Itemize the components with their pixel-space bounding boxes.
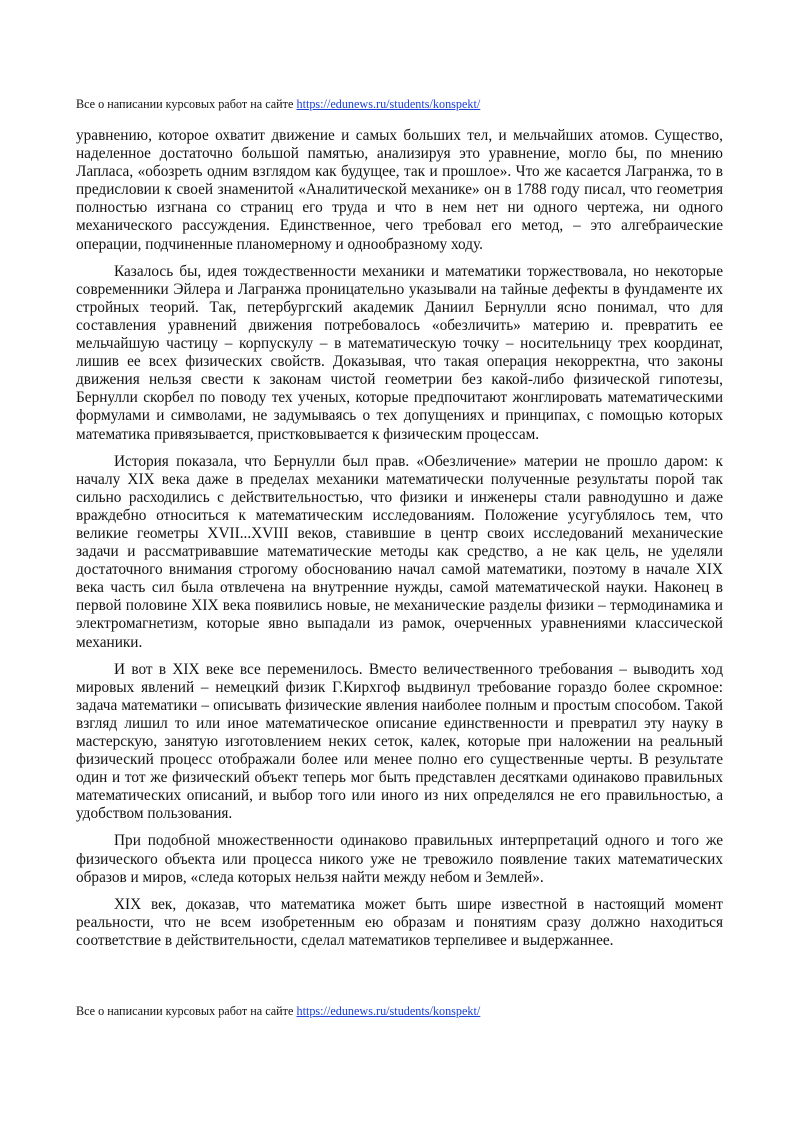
paragraph-4: И вот в XIX веке все переменилось. Вместо величественного требования – выводить ход мировых явлений – немецкий физик Г.Кирхгоф выдвинул требование гораздо более скромное: задача математики – описывать физические явления наиболее полным и простым способом. Такой взгляд лишил то или иное математическое описание единственности и превратил эту науку в мастерскую, занятую изготовлением неких сеток, калек, которые при наложении на реальный физический процесс отображали более или менее полно его существенные черты. В результате один и тот же физический объект теперь мог быть представлен десятками одинаково правильных математических описаний, и выбор того или иного из них определялся не его правильностью, а удобством пользования.: [76, 660, 723, 823]
paragraph-3: История показала, что Бернулли был прав. «Обезличение» материи не прошло даром: к началу XIX века даже в пределах механики математически полученные результаты порой так сильно расходились с действительностью, что физики и инженеры стали равнодушно и даже враждебно относиться к математическим исследованиям. Положение усугублялось тем, что великие геометры XVII...XVIII веков, ставившие в центр своих исследований механические задачи и рассматривавшие математические методы как средство, а не как цель, не уделяли достаточного внимания строгому обоснованию начал самой математики, поэтому в начале XIX века часть сил была отвлечена на внутренние нужды, самой математической науки. Наконец в первой половине XIX века появились новые, не механические разделы физики – термодинамика и электромагнетизм, которые явно выпадали из рамок, очерченных уравнениями классической механики.: [76, 452, 723, 651]
footer-link[interactable]: https://edunews.ru/students/konspekt/: [296, 1004, 481, 1018]
paragraph-6: XIX век, доказав, что математика может быть шире известной в настоящий момент реальности, что не всем изобретенным ею образам и понятиям сразу должно находиться соответствие в действительности, сделал математиков терпеливее и выдержаннее.: [76, 895, 723, 949]
footer-text: Все о написании курсовых работ на сайте: [76, 1004, 297, 1018]
header-text: Все о написании курсовых работ на сайте: [76, 97, 297, 111]
paragraph-5: При подобной множественности одинаково правильных интерпретаций одного и того же физического объекта или процесса никого уже не тревожило появление таких математических образов и миров, «следа которых нельзя найти между небом и Землей».: [76, 832, 723, 886]
paragraph-1: уравнению, которое охватит движение и самых больших тел, и мельчайших атомов. Существо, наделенное достаточно большой памятью, анализируя это уравнение, могло бы, по мнению Лапласа, «обозреть одним взглядом как будущее, так и прошлое». Что же касается Лагранжа, то в предисловии к своей знаменитой «Аналитической механике» он в 1788 году писал, что геометрия полностью изгнана со страниц его труда и что в нем нет ни одного чертежа, ни одного механического рассуждения. Единственное, чего требовал его метод, – это алгебраические операции, подчиненные планомерному и однообразному ходу.: [76, 127, 723, 253]
page-header: [76, 97, 726, 112]
header-link[interactable]: https://edunews.ru/students/konspekt/: [296, 97, 481, 111]
paragraph-2: Казалось бы, идея тождественности механики и математики торжествовала, но некоторые современники Эйлера и Лагранжа проницательно указывали на тайные дефекты в фундаменте их стройных теорий. Так, петербургский академик Даниил Бернулли ясно понимал, что для составления уравнений движения потребовалось «обезличить» материю и. превратить ее мельчайшую частицу – корпускулу – в математическую точку – носительницу трех координат, лишив ее всех физических свойств. Доказывая, что такая операция некорректна, что законы движения нельзя свести к законам чистой геометрии без какой-либо физической гипотезы, Бернулли скорбел по поводу тех ученых, которые предпочитают жонглировать математическими формулами и символами, не задумываясь о тех допущениях и принципах, с помощью которых математика привязывается, пристковывается к физическим процессам.: [76, 262, 723, 443]
page-footer: [76, 1004, 726, 1019]
body-text: [76, 127, 723, 959]
